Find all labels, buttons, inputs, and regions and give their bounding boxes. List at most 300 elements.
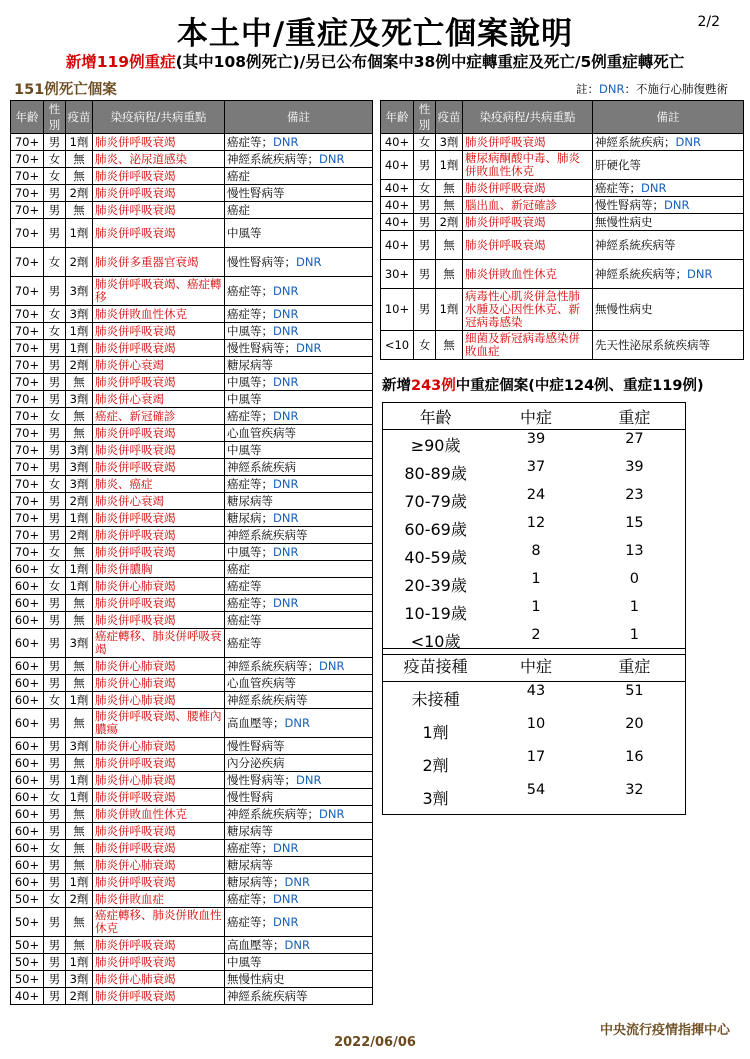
moderate-header: 中症 xyxy=(488,649,584,682)
case-vaccine: 無 xyxy=(436,260,463,289)
case-course: 肺炎併呼吸衰竭 xyxy=(93,219,225,248)
case-sex: 男 xyxy=(44,442,66,459)
dnr-tag: DNR xyxy=(284,937,310,952)
case-vaccine: 無 xyxy=(66,425,93,442)
case-vaccine: 3劑 xyxy=(66,442,93,459)
case-age: 60+ xyxy=(11,578,44,595)
stat-label: 60-69歲 xyxy=(404,519,467,539)
case-sex: 女 xyxy=(44,891,66,908)
case-sex: 女 xyxy=(44,248,66,277)
case-course: 肺炎併心肺衰竭 xyxy=(93,675,225,692)
case-course: 肺炎併呼吸衰竭 xyxy=(93,612,225,629)
case-vaccine: 1劑 xyxy=(66,874,93,891)
case-sex: 女 xyxy=(414,134,436,151)
case-age: 40+ xyxy=(11,988,44,1005)
case-sex: 女 xyxy=(44,561,66,578)
case-sex: 男 xyxy=(414,197,436,214)
case-vaccine: 3劑 xyxy=(66,738,93,755)
case-age: 70+ xyxy=(11,510,44,527)
case-note: 癌症等；DNR xyxy=(593,180,744,197)
case-course: 肺炎併心肺衰竭 xyxy=(93,971,225,988)
case-vaccine: 2劑 xyxy=(66,248,93,277)
case-row xyxy=(11,459,373,476)
stat-label: 40-59歲 xyxy=(404,547,467,567)
case-note: 高血壓等；DNR xyxy=(225,937,373,954)
case-vaccine: 2劑 xyxy=(66,493,93,510)
case-course: 肺炎併呼吸衰竭 xyxy=(93,510,225,527)
case-age: 60+ xyxy=(11,675,44,692)
case-age: 50+ xyxy=(11,954,44,971)
severe-count: 13 xyxy=(625,543,644,559)
case-age: 50+ xyxy=(11,891,44,908)
dnr-tag: DNR xyxy=(273,510,299,525)
case-row xyxy=(11,425,373,442)
case-row xyxy=(11,544,373,561)
case-age: 60+ xyxy=(11,772,44,789)
case-age: 30+ xyxy=(381,260,414,289)
case-sex: 男 xyxy=(414,214,436,231)
stat-row xyxy=(383,542,686,570)
case-sex: 男 xyxy=(44,755,66,772)
col-vaccine: 疫苗 xyxy=(436,101,463,134)
case-course: 肺炎併呼吸衰竭 xyxy=(463,180,593,197)
case-sex: 女 xyxy=(44,151,66,168)
case-row xyxy=(11,692,373,709)
case-note: 癌症等 xyxy=(225,612,373,629)
page-title: 本土中/重症及死亡個案說明 xyxy=(176,16,574,52)
case-vaccine: 3劑 xyxy=(66,306,93,323)
case-course: 肺炎併呼吸衰竭 xyxy=(93,595,225,612)
stat-row xyxy=(383,514,686,542)
case-age: 40+ xyxy=(381,231,414,260)
case-row xyxy=(11,202,373,219)
case-course: 肺炎併呼吸衰竭、癌症轉移 xyxy=(93,277,225,306)
case-course: 肺炎併呼吸衰竭 xyxy=(93,340,225,357)
case-age: 70+ xyxy=(11,493,44,510)
case-age: 60+ xyxy=(11,692,44,709)
case-vaccine: 1劑 xyxy=(66,772,93,789)
case-note: 神經系統疾病等；DNR xyxy=(225,806,373,823)
case-note: 神經系統疾病；DNR xyxy=(593,134,744,151)
case-age: 70+ xyxy=(11,219,44,248)
case-course: 肺炎併呼吸衰竭 xyxy=(93,527,225,544)
case-vaccine: 無 xyxy=(66,937,93,954)
case-course: 肺炎、癌症 xyxy=(93,476,225,493)
moderate-count: 10 xyxy=(526,716,546,732)
severe-count: 51 xyxy=(625,683,644,699)
case-note: 中風等 xyxy=(225,442,373,459)
case-sex: 男 xyxy=(44,493,66,510)
stat-row xyxy=(383,458,686,486)
col-vaccine: 疫苗 xyxy=(66,101,93,134)
case-vaccine: 無 xyxy=(436,180,463,197)
case-vaccine: 3劑 xyxy=(66,459,93,476)
stat-label: 10-19歲 xyxy=(404,603,467,623)
case-note: 癌症等；DNR xyxy=(225,840,373,857)
case-vaccine: 無 xyxy=(436,331,463,360)
case-age: 70+ xyxy=(11,425,44,442)
case-row xyxy=(11,908,373,937)
case-vaccine: 2劑 xyxy=(66,527,93,544)
case-row xyxy=(11,219,373,248)
subtitle-rest: (其中108例死亡)/另已公布個案中38例中症轉重症及死亡/5例重症轉死亡 xyxy=(175,53,685,71)
case-sex: 男 xyxy=(44,612,66,629)
case-note: 癌症等；DNR xyxy=(225,277,373,306)
case-age: 60+ xyxy=(11,840,44,857)
case-vaccine: 無 xyxy=(66,408,93,425)
case-sex: 男 xyxy=(44,772,66,789)
right-death-case-table xyxy=(380,100,744,360)
case-note: 癌症等；DNR xyxy=(225,306,373,323)
dnr-tag: DNR xyxy=(319,151,345,166)
case-row xyxy=(11,709,373,738)
case-course: 肺炎併敗血性休克 xyxy=(93,306,225,323)
case-row xyxy=(381,214,744,231)
case-row xyxy=(11,772,373,789)
vaccine-severity-table xyxy=(382,648,686,815)
dnr-tag: DNR xyxy=(296,340,322,355)
moderate-count: 1 xyxy=(531,571,541,587)
case-vaccine: 無 xyxy=(436,197,463,214)
case-row xyxy=(11,789,373,806)
case-row xyxy=(11,442,373,459)
case-note: 心血管疾病等 xyxy=(225,675,373,692)
severe-count: 23 xyxy=(625,487,644,503)
case-note: 神經系統疾病 xyxy=(225,459,373,476)
case-course: 腦出血、新冠確診 xyxy=(463,197,593,214)
case-age: 70+ xyxy=(11,277,44,306)
case-note: 糖尿病等；DNR xyxy=(225,874,373,891)
severe-count: 1 xyxy=(629,627,640,643)
stat-row xyxy=(383,570,686,598)
case-note: 糖尿病等 xyxy=(225,357,373,374)
case-sex: 男 xyxy=(44,908,66,937)
case-course: 肺炎併呼吸衰竭 xyxy=(463,134,593,151)
case-age: 70+ xyxy=(11,357,44,374)
case-row xyxy=(11,840,373,857)
case-vaccine: 3劑 xyxy=(436,134,463,151)
case-note: 糖尿病等 xyxy=(225,823,373,840)
case-age: 60+ xyxy=(11,874,44,891)
case-sex: 男 xyxy=(44,857,66,874)
dnr-tag: DNR xyxy=(273,323,299,338)
case-row xyxy=(11,306,373,323)
case-sex: 女 xyxy=(44,168,66,185)
case-sex: 男 xyxy=(44,219,66,248)
dnr-tag: DNR xyxy=(284,715,310,730)
case-note: 肝硬化等 xyxy=(593,151,744,180)
case-course: 肺炎併呼吸衰竭 xyxy=(93,840,225,857)
case-sex: 男 xyxy=(44,357,66,374)
case-course: 肺炎併心肺衰竭 xyxy=(93,857,225,874)
case-note: 癌症等；DNR xyxy=(225,476,373,493)
case-note: 中風等；DNR xyxy=(225,544,373,561)
dnr-abbr: DNR xyxy=(599,82,625,96)
case-vaccine: 1劑 xyxy=(436,151,463,180)
case-sex: 女 xyxy=(44,578,66,595)
case-vaccine: 1劑 xyxy=(66,692,93,709)
case-age: 70+ xyxy=(11,248,44,277)
case-course: 肺炎併敗血性休克 xyxy=(463,260,593,289)
case-vaccine: 3劑 xyxy=(66,971,93,988)
case-age: 70+ xyxy=(11,459,44,476)
case-vaccine: 無 xyxy=(66,840,93,857)
case-sex: 男 xyxy=(44,340,66,357)
stat-row xyxy=(383,781,686,815)
case-note: 癌症 xyxy=(225,561,373,578)
case-sex: 男 xyxy=(44,658,66,675)
stat-label: 80-89歲 xyxy=(404,463,467,483)
case-vaccine: 2劑 xyxy=(436,214,463,231)
case-age: 40+ xyxy=(381,151,414,180)
case-row xyxy=(11,629,373,658)
vaccine-table-header: 疫苗接種 xyxy=(383,649,489,682)
case-vaccine: 無 xyxy=(66,857,93,874)
case-course: 肺炎併呼吸衰竭 xyxy=(93,823,225,840)
case-age: 70+ xyxy=(11,323,44,340)
dnr-tag: DNR xyxy=(296,254,322,269)
case-note: 內分泌疾病 xyxy=(225,755,373,772)
case-course: 肺炎併呼吸衰竭 xyxy=(93,874,225,891)
dnr-tag: DNR xyxy=(319,806,345,821)
case-note: 神經系統疾病等；DNR xyxy=(225,658,373,675)
col-sex: 性別 xyxy=(44,101,66,134)
case-row xyxy=(11,134,373,151)
case-note: 先天性泌尿系統疾病等 xyxy=(593,331,744,360)
stat-row xyxy=(383,430,686,459)
case-note: 癌症等；DNR xyxy=(225,908,373,937)
col-age: 年齡 xyxy=(381,101,414,134)
moderate-count: 17 xyxy=(526,749,546,765)
case-sex: 男 xyxy=(414,151,436,180)
case-vaccine: 無 xyxy=(66,544,93,561)
case-course: 肺炎併呼吸衰竭 xyxy=(93,185,225,202)
case-row xyxy=(11,891,373,908)
case-course: 肺炎併呼吸衰竭 xyxy=(93,954,225,971)
dnr-tag: DNR xyxy=(675,134,701,149)
case-course: 肺炎併呼吸衰竭 xyxy=(93,134,225,151)
case-course: 肺炎併心肺衰竭 xyxy=(93,658,225,675)
stat-row xyxy=(383,598,686,626)
death-cases-heading: 151例死亡個案 xyxy=(14,82,117,98)
case-note: 慢性腎病等；DNR xyxy=(225,248,373,277)
case-age: 70+ xyxy=(11,527,44,544)
case-row xyxy=(11,823,373,840)
case-course: 肺炎併呼吸衰竭、腰椎內膿瘍 xyxy=(93,709,225,738)
case-age: 70+ xyxy=(11,391,44,408)
case-course: 肺炎併呼吸衰竭 xyxy=(463,231,593,260)
case-note: 癌症等；DNR xyxy=(225,891,373,908)
case-course: 病毒性心肌炎併急性肺水腫及心因性休克、新冠病毒感染 xyxy=(463,289,593,331)
dnr-tag: DNR xyxy=(273,595,299,610)
case-note: 癌症等；DNR xyxy=(225,595,373,612)
case-course: 肺炎併呼吸衰竭 xyxy=(93,789,225,806)
moderate-count: 1 xyxy=(531,599,541,615)
col-note: 備註 xyxy=(593,101,744,134)
case-vaccine: 1劑 xyxy=(66,561,93,578)
case-course: 糖尿病酮酸中毒、肺炎併敗血性休克 xyxy=(463,151,593,180)
case-note: 中風等 xyxy=(225,219,373,248)
case-age: 60+ xyxy=(11,857,44,874)
case-sex: 男 xyxy=(414,231,436,260)
case-age: 10+ xyxy=(381,289,414,331)
case-note: 無慢性病史 xyxy=(593,214,744,231)
dnr-tag: DNR xyxy=(273,476,299,491)
moderate-count: 8 xyxy=(531,543,541,559)
case-sex: 女 xyxy=(414,331,436,360)
case-note: 心血管疾病等 xyxy=(225,425,373,442)
case-row xyxy=(11,185,373,202)
case-course: 肺炎併心肺衰竭 xyxy=(93,692,225,709)
dnr-tag: DNR xyxy=(273,544,299,559)
case-sex: 男 xyxy=(44,459,66,476)
dnr-tag: DNR xyxy=(273,283,299,298)
case-note: 慢性腎病 xyxy=(225,789,373,806)
case-note: 中風等 xyxy=(225,954,373,971)
stat-row xyxy=(383,486,686,514)
case-age: 60+ xyxy=(11,806,44,823)
left-death-case-table xyxy=(10,100,373,1005)
stat-row xyxy=(383,682,686,716)
case-note: 癌症等；DNR xyxy=(225,134,373,151)
case-vaccine: 2劑 xyxy=(66,357,93,374)
case-sex: 男 xyxy=(44,675,66,692)
case-course: 肺炎併心肺衰竭 xyxy=(93,772,225,789)
case-course: 肺炎併呼吸衰竭 xyxy=(93,544,225,561)
case-course: 肺炎併呼吸衰竭 xyxy=(93,202,225,219)
stat-label: 70-79歲 xyxy=(404,491,467,511)
stat-label: 未接種 xyxy=(411,690,460,709)
case-age: 60+ xyxy=(11,823,44,840)
case-sex: 女 xyxy=(44,323,66,340)
case-vaccine: 無 xyxy=(66,806,93,823)
case-age: 40+ xyxy=(381,180,414,197)
case-age: 40+ xyxy=(381,134,414,151)
case-row xyxy=(381,231,744,260)
case-vaccine: 無 xyxy=(66,374,93,391)
case-row xyxy=(11,988,373,1005)
moderate-count: 54 xyxy=(526,782,546,798)
case-sex: 男 xyxy=(44,823,66,840)
subtitle-highlight: 新增119例重症 xyxy=(65,53,176,71)
severe-count: 32 xyxy=(625,782,644,798)
case-course: 肺炎併呼吸衰竭 xyxy=(463,214,593,231)
case-age: 40+ xyxy=(381,197,414,214)
dnr-tag: DNR xyxy=(273,891,299,906)
case-sex: 女 xyxy=(44,544,66,561)
case-sex: 男 xyxy=(44,988,66,1005)
case-course: 肺炎併心衰竭 xyxy=(93,357,225,374)
case-note: 慢性腎病等 xyxy=(225,738,373,755)
moderate-count: 43 xyxy=(526,683,546,699)
case-age: 70+ xyxy=(11,151,44,168)
case-note: 糖尿病等 xyxy=(225,857,373,874)
case-row xyxy=(11,755,373,772)
moderate-count: 24 xyxy=(526,487,546,503)
case-note: 神經系統疾病等 xyxy=(225,527,373,544)
case-vaccine: 3劑 xyxy=(66,476,93,493)
case-age: 60+ xyxy=(11,595,44,612)
dnr-tag: DNR xyxy=(273,374,299,389)
case-note: 神經系統疾病等；DNR xyxy=(593,260,744,289)
case-sex: 男 xyxy=(414,260,436,289)
case-note: 神經系統疾病等 xyxy=(225,692,373,709)
case-sex: 女 xyxy=(44,306,66,323)
case-vaccine: 無 xyxy=(66,151,93,168)
case-note: 慢性腎病等；DNR xyxy=(225,340,373,357)
case-sex: 男 xyxy=(44,202,66,219)
col-age: 年齡 xyxy=(11,101,44,134)
subtitle xyxy=(0,50,750,72)
moderate-count: 2 xyxy=(531,627,541,643)
case-sex: 女 xyxy=(44,789,66,806)
col-course: 染疫病程/共病重點 xyxy=(463,101,593,134)
case-note: 無慢性病史 xyxy=(593,289,744,331)
case-note: 神經系統疾病等 xyxy=(593,231,744,260)
dnr-tag: DNR xyxy=(273,914,299,929)
case-row xyxy=(381,180,744,197)
severe-count: 20 xyxy=(625,716,644,732)
case-age: 50+ xyxy=(11,937,44,954)
case-row xyxy=(11,874,373,891)
case-vaccine: 3劑 xyxy=(66,391,93,408)
case-vaccine: 1劑 xyxy=(66,219,93,248)
case-note: 高血壓等；DNR xyxy=(225,709,373,738)
case-age: 60+ xyxy=(11,561,44,578)
case-sex: 男 xyxy=(44,937,66,954)
col-sex: 性別 xyxy=(414,101,436,134)
case-age: 70+ xyxy=(11,134,44,151)
case-course: 癌症轉移、肺炎併敗血性休克 xyxy=(93,908,225,937)
case-note: 癌症 xyxy=(225,202,373,219)
case-sex: 男 xyxy=(44,391,66,408)
case-row xyxy=(11,493,373,510)
case-note: 糖尿病等 xyxy=(225,493,373,510)
case-sex: 男 xyxy=(44,971,66,988)
case-note: 中風等；DNR xyxy=(225,374,373,391)
case-vaccine: 1劑 xyxy=(66,134,93,151)
case-course: 癌症轉移、肺炎併呼吸衰竭 xyxy=(93,629,225,658)
case-row xyxy=(11,971,373,988)
dnr-tag: DNR xyxy=(273,408,299,423)
moderate-count: 39 xyxy=(526,431,546,447)
case-age: <10 xyxy=(381,331,414,360)
severe-count: 15 xyxy=(625,515,644,531)
case-vaccine: 無 xyxy=(66,168,93,185)
case-age: 60+ xyxy=(11,709,44,738)
stat-row xyxy=(383,748,686,781)
case-course: 肺炎併心肺衰竭 xyxy=(93,578,225,595)
case-age: 70+ xyxy=(11,476,44,493)
dnr-tag: DNR xyxy=(664,197,690,212)
severe-header: 重症 xyxy=(584,649,686,682)
case-course: 肺炎併多重器官衰竭 xyxy=(93,248,225,277)
case-course: 肺炎併呼吸衰竭 xyxy=(93,459,225,476)
case-age: 60+ xyxy=(11,612,44,629)
case-row xyxy=(11,374,373,391)
case-sex: 男 xyxy=(44,806,66,823)
case-course: 肺炎、泌尿道感染 xyxy=(93,151,225,168)
dnr-tag: DNR xyxy=(273,134,299,149)
case-age: 60+ xyxy=(11,738,44,755)
case-course: 肺炎併呼吸衰竭 xyxy=(93,755,225,772)
case-course: 肺炎併敗血症 xyxy=(93,891,225,908)
case-sex: 男 xyxy=(44,374,66,391)
stat-label: <10歲 xyxy=(410,631,461,651)
case-vaccine: 1劑 xyxy=(66,340,93,357)
stat-label: ≥90歲 xyxy=(410,435,461,455)
dnr-tag: DNR xyxy=(319,658,345,673)
